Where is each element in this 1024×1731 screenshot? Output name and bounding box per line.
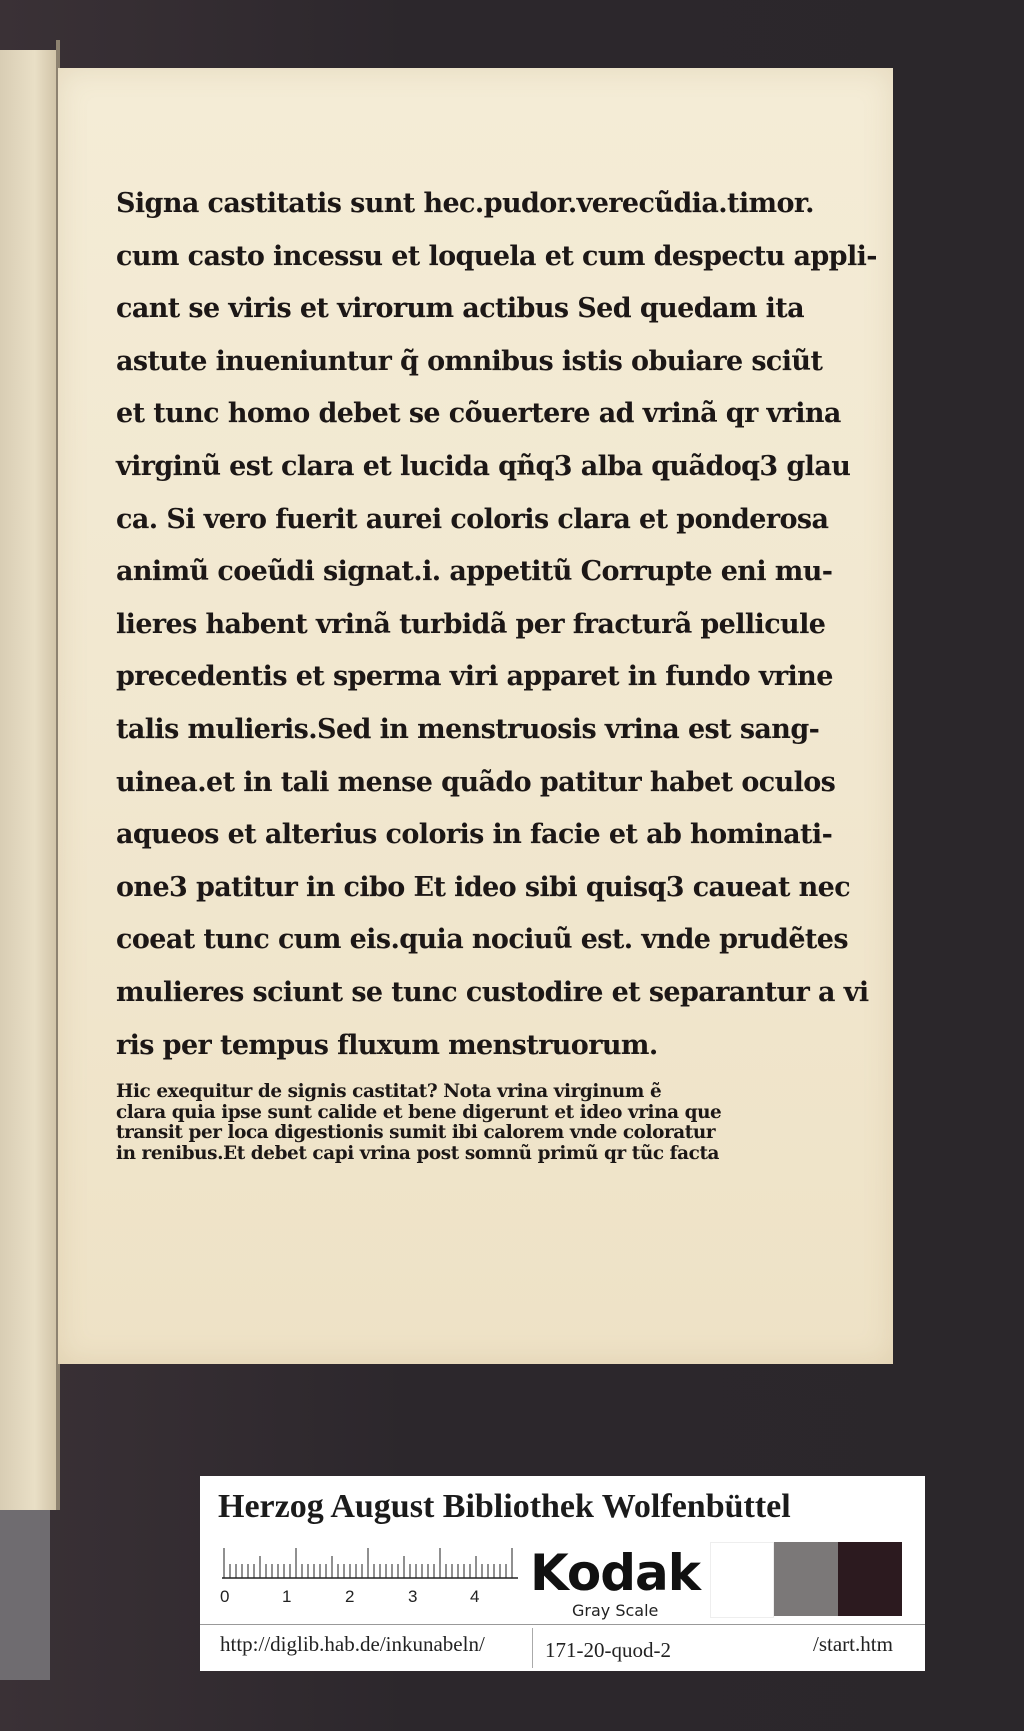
black-swatch [838,1542,902,1616]
text-line: virginũ est clara et lucida qñq3 alba quãdoq3 glau [116,450,851,482]
kodak-logo: Kodak [530,1544,700,1602]
white-swatch [710,1542,774,1618]
gloss-line: transit per loca digestionis sumit ibi calorem vnde coloratur [116,1122,716,1144]
text-line: uinea.et in tali mense quãdo patitur habet oculos [116,766,836,798]
scan-margin-strip [0,1510,50,1680]
text-line: one3 patitur in cibo Et ideo sibi quisq3 caueat nec [116,871,851,903]
gloss-line: in renibus.Et debet capi vrina post somnũ primũ qr tũc facta [116,1142,720,1164]
url-base: http://diglib.hab.de/inkunabeln/ [220,1632,485,1656]
url-id: 171-20-quod-2 [545,1638,671,1662]
text-line: coeat tunc cum eis.quia nociuũ est. vnde prudẽtes [116,924,848,956]
book-page [58,68,893,1364]
url-divider [532,1628,533,1668]
text-line: astute inueniuntur q̃ omnibus istis obuiare sciũt [116,345,823,377]
gloss-line: Hic exequitur de signis castitat? Nota vrina virginum ẽ [116,1081,662,1103]
gloss-line: clara quia ipse sunt calide et bene digerunt et ideo vrina que [116,1101,722,1123]
text-line: animũ coeũdi signat.i. appetitũ Corrupte eni mu- [116,556,833,588]
commentary-gloss [116,1082,766,1164]
text-line: et tunc homo debet se cõuertere ad vrinã qr vrina [116,398,841,430]
text-line: aqueos et alterius coloris in facie et ab hominati- [116,819,833,851]
facing-page-edge [0,50,58,1510]
text-line: cum casto incessu et loquela et cum despectu appli- [116,240,877,272]
ruler-label-1: 1 [282,1587,292,1606]
card-divider [200,1624,925,1625]
text-line: talis mulieris.Sed in menstruosis vrina est sang- [116,713,820,745]
ruler-label-2: 2 [345,1587,355,1606]
library-title: Herzog August Bibliothek Wolfenbüttel [218,1488,791,1525]
main-text [116,178,877,1164]
gray-swatch [774,1542,838,1616]
text-line: ris per tempus fluxum menstruorum. [116,1029,658,1061]
text-line: ca. Si vero fuerit aurei coloris clara et ponderosa [116,503,829,535]
ruler-label-0: 0 [220,1587,230,1606]
library-color-card [200,1476,925,1671]
text-line: cant se viris et virorum actibus Sed quedam ita [116,293,805,325]
ruler-label-4: 4 [470,1587,480,1606]
gray-scale-label: Gray Scale [572,1601,659,1620]
text-line: precedentis et sperma viri apparet in fundo vrine [116,661,833,693]
text-line: lieres habent vrinã turbidã per fracturã pellicule [116,608,826,640]
ruler-label-3: 3 [408,1587,418,1606]
url-suffix: /start.htm [813,1632,893,1656]
text-line: Signa castitatis sunt hec.pudor.verecũdia.timor. [116,188,814,219]
ruler-scale [220,1546,520,1608]
text-line: mulieres sciunt se tunc custodire et separantur a vi [116,976,869,1008]
